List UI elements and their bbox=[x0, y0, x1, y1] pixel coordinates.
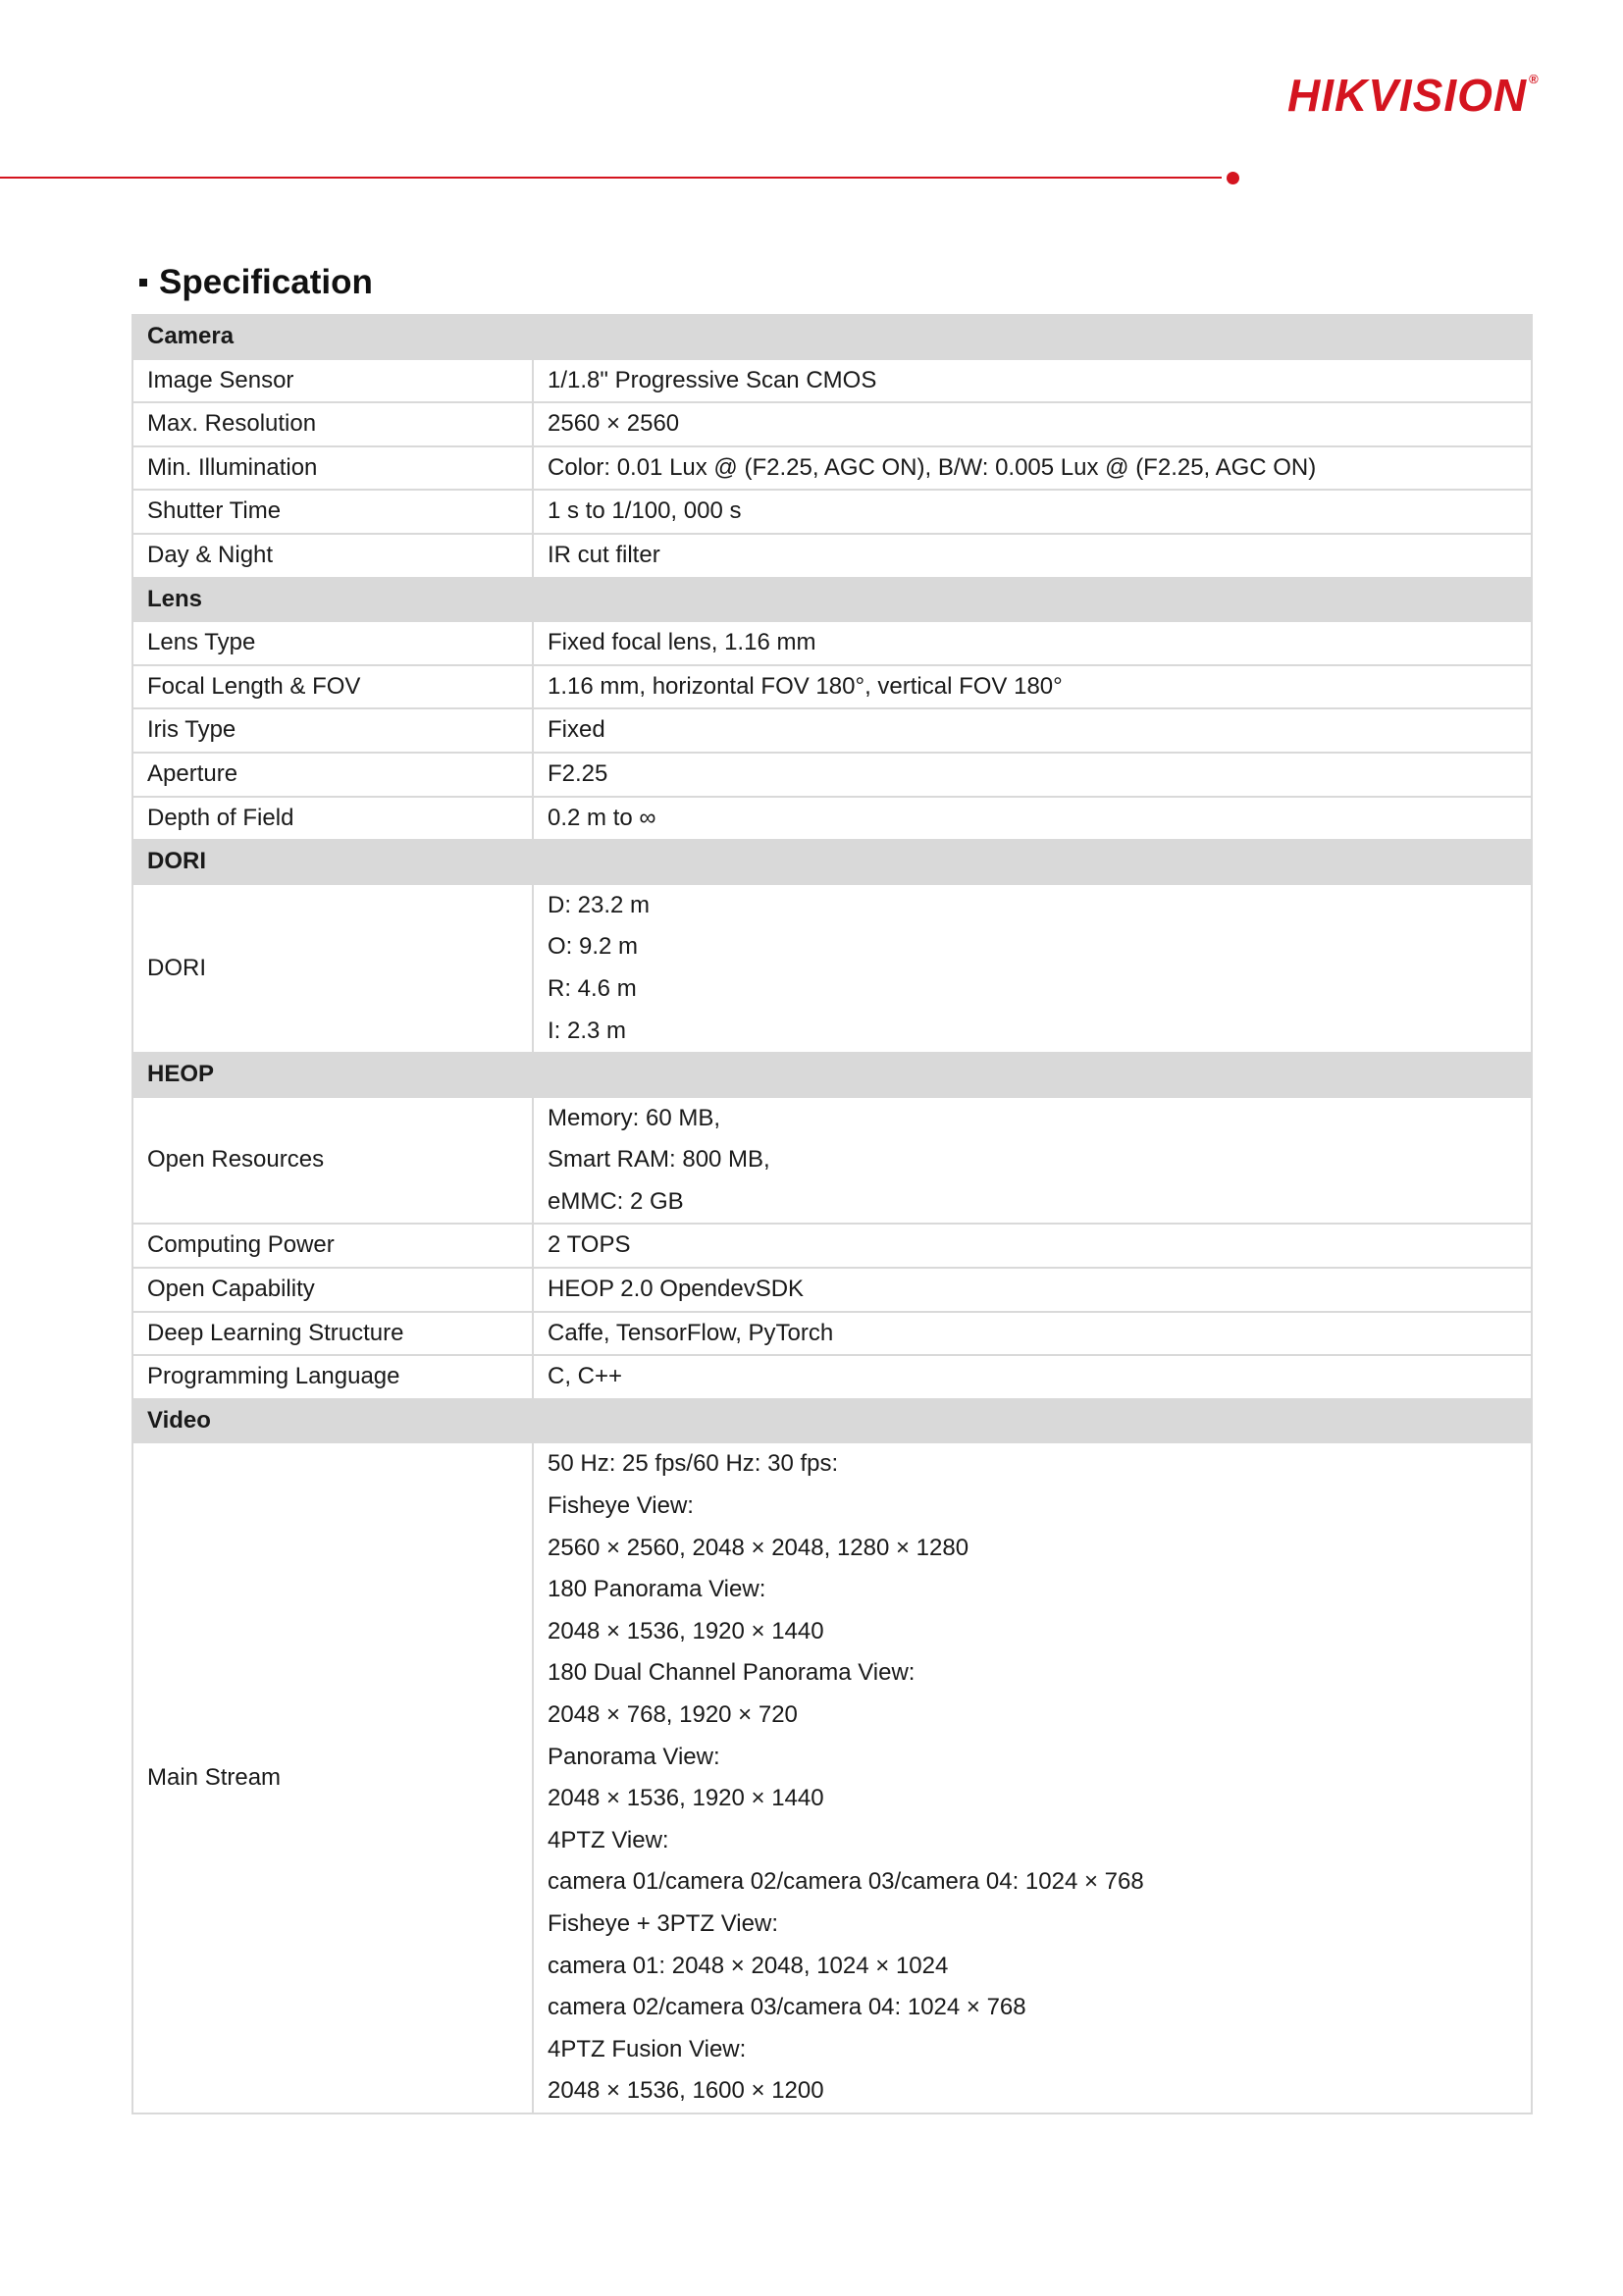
group-header-row bbox=[132, 1399, 1532, 1443]
spec-label: Computing Power bbox=[132, 1224, 533, 1268]
spec-row bbox=[132, 1312, 1532, 1356]
spec-label: Main Stream bbox=[132, 1442, 533, 2113]
spec-label: Aperture bbox=[132, 753, 533, 797]
spec-value bbox=[533, 1312, 1532, 1356]
spec-label: Open Resources bbox=[132, 1097, 533, 1225]
spec-label: Focal Length & FOV bbox=[132, 665, 533, 709]
group-title: HEOP bbox=[132, 1053, 1532, 1097]
spec-value-line: Caffe, TensorFlow, PyTorch bbox=[548, 1319, 834, 1346]
spec-value-line: D: 23.2 m bbox=[548, 891, 651, 918]
spec-value-line: 4PTZ Fusion View: bbox=[548, 2035, 747, 2062]
spec-label: Shutter Time bbox=[132, 490, 533, 534]
square-bullet-icon bbox=[139, 279, 147, 287]
spec-table-body bbox=[132, 315, 1532, 2113]
spec-label: Max. Resolution bbox=[132, 402, 533, 446]
spec-value bbox=[533, 490, 1532, 534]
spec-value-line: 1.16 mm, horizontal FOV 180°, vertical FOV 180° bbox=[548, 672, 1063, 700]
spec-value-line: Smart RAM: 800 MB, bbox=[548, 1146, 770, 1174]
spec-table bbox=[131, 314, 1533, 2114]
spec-row bbox=[132, 1442, 1532, 2113]
spec-label: Iris Type bbox=[132, 708, 533, 753]
group-title: Camera bbox=[132, 315, 1532, 359]
spec-value bbox=[533, 621, 1532, 665]
spec-row bbox=[132, 446, 1532, 491]
spec-value-line: 180 Dual Channel Panorama View: bbox=[548, 1659, 916, 1687]
spec-value bbox=[533, 1268, 1532, 1312]
spec-value-line: Fixed focal lens, 1.16 mm bbox=[548, 629, 816, 656]
spec-value-line: 50 Hz: 25 fps/60 Hz: 30 fps: bbox=[548, 1450, 839, 1478]
group-title: Lens bbox=[132, 578, 1532, 622]
spec-value-line: Panorama View: bbox=[548, 1743, 720, 1770]
spec-value-line: F2.25 bbox=[548, 759, 608, 787]
spec-label: Lens Type bbox=[132, 621, 533, 665]
registered-mark: ® bbox=[1529, 72, 1540, 86]
spec-value-line: 2048 × 768, 1920 × 720 bbox=[548, 1701, 798, 1728]
spec-value bbox=[533, 665, 1532, 709]
spec-label: Depth of Field bbox=[132, 797, 533, 841]
spec-value bbox=[533, 1224, 1532, 1268]
spec-value-line: 2048 × 1536, 1920 × 1440 bbox=[548, 1785, 824, 1812]
spec-value-line: IR cut filter bbox=[548, 541, 660, 568]
spec-row bbox=[132, 708, 1532, 753]
spec-value-line: 1 s to 1/100, 000 s bbox=[548, 497, 742, 525]
spec-row bbox=[132, 534, 1532, 578]
spec-value-line: eMMC: 2 GB bbox=[548, 1187, 684, 1215]
header-rule-dot bbox=[1227, 172, 1239, 184]
spec-value bbox=[533, 359, 1532, 403]
spec-value bbox=[533, 534, 1532, 578]
spec-value bbox=[533, 884, 1532, 1053]
spec-row bbox=[132, 884, 1532, 1053]
spec-label: Deep Learning Structure bbox=[132, 1312, 533, 1356]
brand-logo-text: HIKVISION bbox=[1287, 70, 1528, 121]
spec-value-line: O: 9.2 m bbox=[548, 933, 639, 961]
group-title: DORI bbox=[132, 840, 1532, 884]
spec-value-line: 4PTZ View: bbox=[548, 1826, 669, 1853]
group-title: Video bbox=[132, 1399, 1532, 1443]
group-header-row bbox=[132, 578, 1532, 622]
group-header-row bbox=[132, 840, 1532, 884]
spec-row bbox=[132, 359, 1532, 403]
spec-label: DORI bbox=[132, 884, 533, 1053]
spec-label: Open Capability bbox=[132, 1268, 533, 1312]
spec-value-line: Color: 0.01 Lux @ (F2.25, AGC ON), B/W: 0.005 Lux @ (F2.25, AGC ON) bbox=[548, 453, 1317, 481]
spec-value-line: R: 4.6 m bbox=[548, 974, 637, 1002]
spec-row bbox=[132, 1355, 1532, 1399]
spec-value bbox=[533, 797, 1532, 841]
spec-row bbox=[132, 797, 1532, 841]
spec-value-line: Fisheye View: bbox=[548, 1492, 694, 1520]
spec-value bbox=[533, 446, 1532, 491]
spec-value bbox=[533, 402, 1532, 446]
spec-value bbox=[533, 1355, 1532, 1399]
spec-row bbox=[132, 621, 1532, 665]
spec-value-line: HEOP 2.0 OpendevSDK bbox=[548, 1276, 805, 1303]
spec-value bbox=[533, 708, 1532, 753]
spec-value-line: camera 01: 2048 × 2048, 1024 × 1024 bbox=[548, 1952, 949, 1979]
spec-label: Programming Language bbox=[132, 1355, 533, 1399]
brand-logo bbox=[1287, 70, 1540, 121]
spec-value-line: camera 01/camera 02/camera 03/camera 04: 1024 × 768 bbox=[548, 1868, 1144, 1896]
spec-value-line: 2048 × 1536, 1920 × 1440 bbox=[548, 1617, 824, 1644]
spec-row bbox=[132, 402, 1532, 446]
spec-value-line: Memory: 60 MB, bbox=[548, 1104, 721, 1131]
section-title bbox=[139, 265, 373, 299]
spec-row bbox=[132, 490, 1532, 534]
spec-label: Image Sensor bbox=[132, 359, 533, 403]
spec-value-line: I: 2.3 m bbox=[548, 1017, 627, 1044]
spec-row bbox=[132, 665, 1532, 709]
spec-value-line: Fisheye + 3PTZ View: bbox=[548, 1909, 778, 1937]
spec-value-line: 2 TOPS bbox=[548, 1231, 631, 1259]
spec-value bbox=[533, 1442, 1532, 2113]
group-header-row bbox=[132, 315, 1532, 359]
spec-row bbox=[132, 1097, 1532, 1225]
spec-value-line: 2560 × 2560 bbox=[548, 410, 680, 438]
spec-value bbox=[533, 1097, 1532, 1225]
spec-row bbox=[132, 753, 1532, 797]
spec-value bbox=[533, 753, 1532, 797]
spec-label: Day & Night bbox=[132, 534, 533, 578]
spec-value-line: 180 Panorama View: bbox=[548, 1576, 766, 1603]
group-header-row bbox=[132, 1053, 1532, 1097]
spec-value-line: C, C++ bbox=[548, 1363, 623, 1390]
spec-value-line: 1/1.8" Progressive Scan CMOS bbox=[548, 366, 877, 393]
section-title-text: Specification bbox=[159, 263, 373, 301]
spec-value-line: camera 02/camera 03/camera 04: 1024 × 768 bbox=[548, 1994, 1026, 2021]
spec-value-line: 0.2 m to ∞ bbox=[548, 804, 656, 831]
spec-label: Min. Illumination bbox=[132, 446, 533, 491]
spec-value-line: 2048 × 1536, 1600 × 1200 bbox=[548, 2077, 824, 2105]
spec-value-line: 2560 × 2560, 2048 × 2048, 1280 × 1280 bbox=[548, 1534, 969, 1561]
spec-row bbox=[132, 1268, 1532, 1312]
spec-row bbox=[132, 1224, 1532, 1268]
header-rule bbox=[0, 177, 1222, 179]
spec-value-line: Fixed bbox=[548, 716, 605, 744]
